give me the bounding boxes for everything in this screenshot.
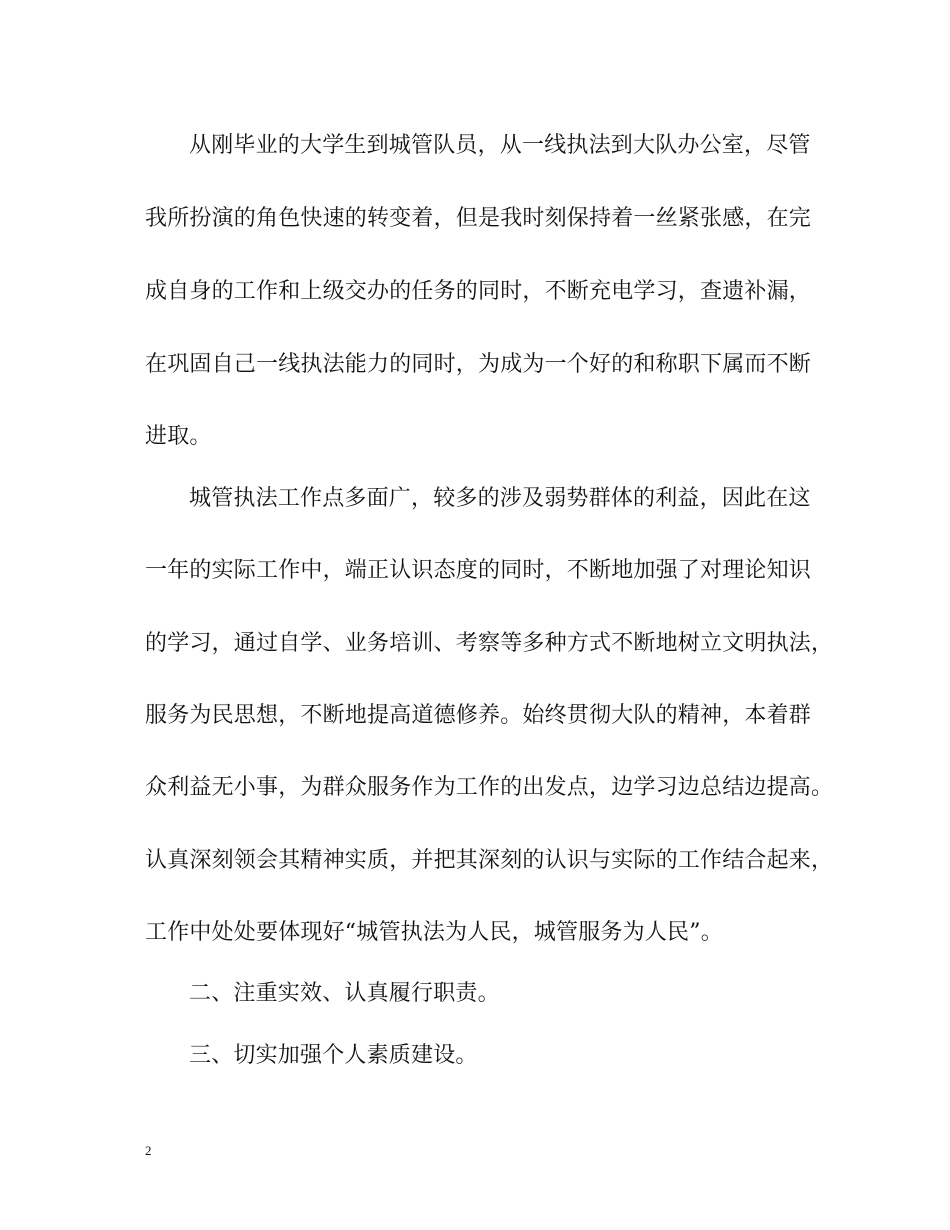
paragraph-2-line-7: 工作中处处要体现好“城管执法为人民，城管服务为人民”。 xyxy=(145,920,723,945)
paragraph-1-line-4: 在巩固自己一线执法能力的同时，为成为一个好的和称职下属而不断 xyxy=(145,352,812,377)
page-number: 2 xyxy=(145,1143,152,1158)
paragraph-2-line-6: 认真深刻领会其精神实质，并把其深刻的认识与实际的工作结合起来， xyxy=(145,848,834,873)
paragraph-1-line-1: 从刚毕业的大学生到城管队员，从一线执法到大队办公室，尽管 xyxy=(189,133,811,158)
paragraph-2-line-5: 众利益无小事，为群众服务作为工作的出发点，边学习边总结边提高。 xyxy=(145,775,834,800)
paragraph-2-line-1: 城管执法工作点多面广，较多的涉及弱势群体的利益，因此在这 xyxy=(189,486,811,511)
paragraph-1-line-3: 成自身的工作和上级交办的任务的同时，不断充电学习，查遗补漏， xyxy=(145,279,812,304)
paragraph-2-line-4: 服务为民思想，不断地提高道德修养。始终贯彻大队的精神，本着群 xyxy=(145,703,812,728)
paragraph-2-line-3: 的学习，通过自学、业务培训、考察等多种方式不断地树立文明执法， xyxy=(145,631,834,656)
paragraph-1-line-5: 进取。 xyxy=(145,424,212,449)
paragraph-1-line-2: 我所扮演的角色快速的转变着，但是我时刻保持着一丝紧张感，在完 xyxy=(145,206,812,231)
paragraph-2-line-2: 一年的实际工作中，端正认识态度的同时，不断地加强了对理论知识 xyxy=(145,558,812,583)
section-heading-3: 三、切实加强个人素质建设。 xyxy=(189,1043,478,1068)
section-heading-2: 二、注重实效、认真履行职责。 xyxy=(189,981,500,1006)
